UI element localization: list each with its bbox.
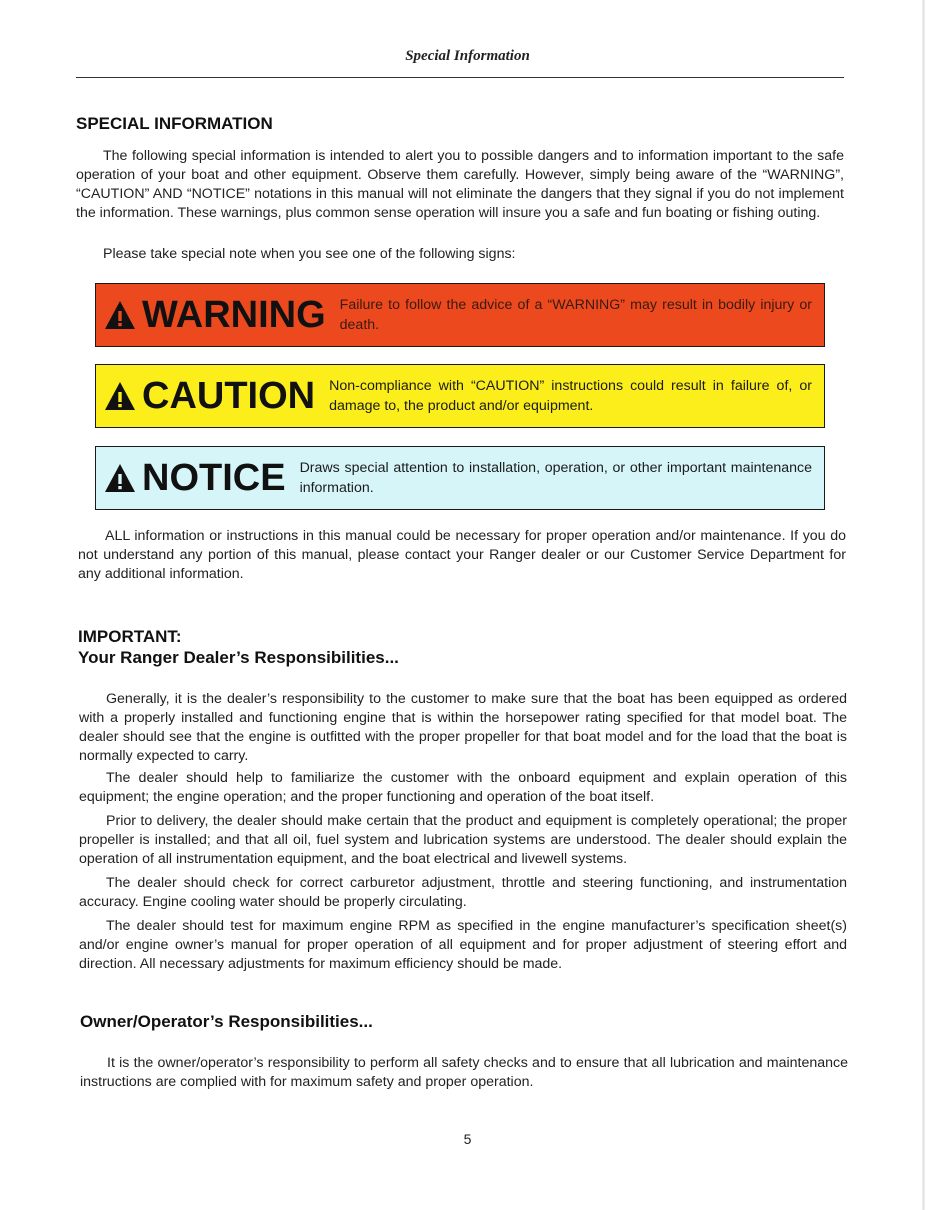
dealer-responsibilities-title: Your Ranger Dealer’s Responsibilities... (78, 648, 399, 667)
page-edge-shadow (922, 0, 925, 1210)
dealer-paragraph-4: The dealer should check for correct carburetor adjustment, throttle and steering functioning, and instrumentation accuracy. Engine cooling water should be properly circulating. (79, 875, 847, 910)
dealer-paragraph-3: Prior to delivery, the dealer should make certain that the product and equipment is completely operational; the proper propeller is installed; and that all oil, fuel system and lubrication systems are understood. The dealer should explain the operation of all instrumentation equipment, and the boat electrical and livewell systems. (79, 813, 847, 867)
page-number: 5 (463, 1131, 472, 1147)
caution-text: Non-compliance with “CAUTION” instructions could result in failure of, or damage to, the product and/or equipment. (329, 378, 812, 414)
notice-sign (95, 446, 825, 510)
dealer-paragraph-5: The dealer should test for maximum engine RPM as specified in the engine manufacturer’s specification sheet(s) and/or engine owner’s manual for proper operation of all equipment and for proper adjustment of steering effort and direction. All necessary adjustments for maximum efficiency should be made. (79, 918, 847, 972)
dealer-paragraph-2: The dealer should help to familiarize the customer with the onboard equipment and explain operation of this equipment; the engine operation; and the proper functioning and operation of the boat itself. (79, 770, 847, 805)
warning-text: Failure to follow the advice of a “WARNING” may result in bodily injury or death. (339, 297, 812, 333)
warning-triangle-icon (104, 300, 136, 330)
intro-paragraph: The following special information is intended to alert you to possible dangers and to information important to the safe operation of your boat and other equipment. Observe them carefully. However, simply being aware of the “WARNING”, “CAUTION” AND “NOTICE” notations in this manual will not eliminate the dangers that they signal if you do not implement the information. These warnings, plus common sense operation will insure you a safe and fun boating or fishing outing. (76, 148, 844, 221)
running-header: Special Information (405, 48, 530, 64)
notice-text: Draws special attention to installation, operation, or other important maintenance information. (299, 460, 812, 496)
warning-sign (95, 283, 825, 347)
notice-label: NOTICE (142, 457, 286, 499)
warning-label: WARNING (142, 294, 326, 336)
owner-responsibilities-title: Owner/Operator’s Responsibilities... (80, 1012, 373, 1031)
important-label: IMPORTANT: (78, 627, 182, 646)
owner-paragraph: It is the owner/operator’s responsibility to perform all safety checks and to ensure that all lubrication and maintenance instructions are complied with for maximum safety and proper operation. (80, 1055, 848, 1090)
all-information-paragraph: ALL information or instructions in this manual could be necessary for proper operation and/or maintenance. If you do not understand any portion of this manual, please contact your Ranger dealer or our Customer Service Department for any additional information. (78, 528, 846, 582)
caution-sign (95, 364, 825, 428)
signs-note-paragraph: Please take special note when you see one of the following signs: (103, 246, 516, 262)
caution-label: CAUTION (142, 375, 316, 417)
dealer-paragraph-1: Generally, it is the dealer’s responsibility to the customer to make sure that the boat has been equipped as ordered with a properly installed and functioning engine that is within the horsepower rating specified for that model boat. The dealer should see that the engine is outfitted with the proper propeller for that boat model and for the load that the boat is normally expected to carry. (79, 691, 847, 764)
section-title-special-information: SPECIAL INFORMATION (76, 114, 273, 133)
header-rule (76, 77, 844, 78)
caution-triangle-icon (104, 381, 136, 411)
notice-triangle-icon (104, 463, 136, 493)
